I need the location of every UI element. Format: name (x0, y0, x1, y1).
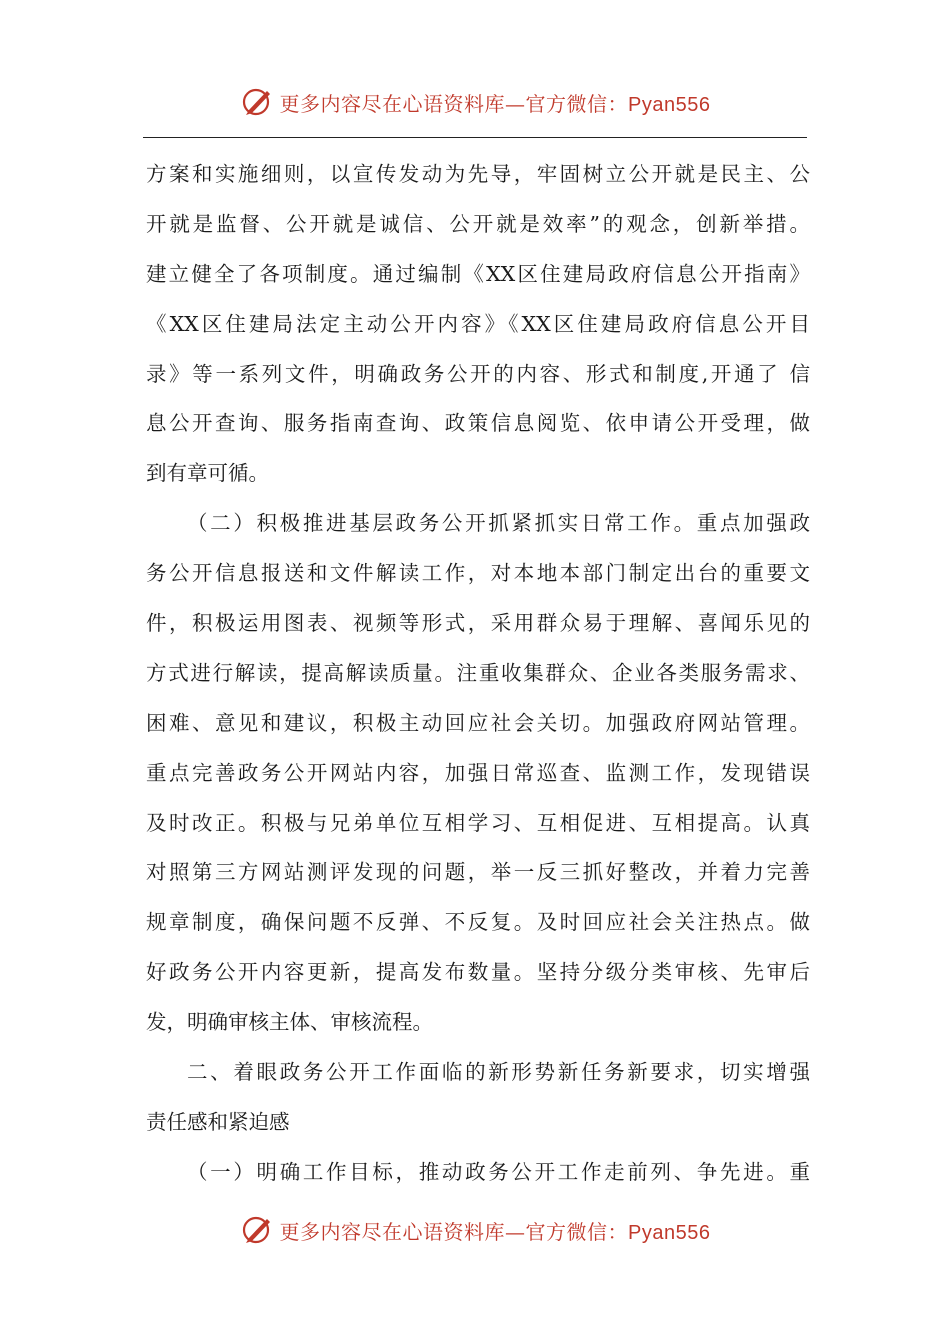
banner-wechat-id: Pyan556 (628, 93, 711, 116)
body-line: 责任感和紧迫感 (146, 1109, 290, 1134)
body-line: 录》等一系列文件，明确政务公开的内容、形式和制度,开通了 信 (146, 361, 810, 386)
body-line: 规章制度，确保问题不反弹、不反复。及时回应社会关注热点。做 (146, 910, 810, 935)
body-line: 方案和实施细则，以宣传发动为先导，牢固树立公开就是民主、公 (146, 162, 810, 186)
body-line: 对照第三方网站测评发现的问题，举一反三抓好整改，并着力完善 (146, 860, 810, 885)
body-line: 重点完善政务公开网站内容，加强日常巡查、监测工作，发现错误 (146, 760, 810, 785)
banner-title: 更多内容尽在心语资料库—官方微信： (279, 91, 629, 116)
header-banner (0, 80, 950, 124)
body-line: 及时改正。积极与兄弟单位互相学习、互相促进、互相提高。认真 (146, 810, 810, 835)
pen-circle-logo-icon (240, 1213, 274, 1247)
body-line: 方式进行解读，提高解读质量。注重收集群众、企业各类服务需求、 (146, 660, 810, 685)
body-line: 建立健全了各项制度。通过编制《XX区住建局政府信息公开指南》 (146, 261, 810, 286)
body-line: 《XX区住建局法定主动公开内容》《XX区住建局政府信息公开目 (146, 311, 810, 336)
section-heading-line: 二、着眼政务公开工作面临的新形势新任务新要求，切实增强 (187, 1060, 810, 1085)
banner-wechat-id: Pyan556 (628, 1221, 711, 1244)
body-line: 发，明确审核主体、审核流程。 (146, 1010, 433, 1035)
body-line: 开就是监督、公开就是诚信、公开就是效率”的观念，创新举措。 (146, 211, 810, 236)
banner-title: 更多内容尽在心语资料库—官方微信： (279, 1219, 629, 1244)
section-heading-line: （二）积极推进基层政务公开抓紧抓实日常工作。重点加强政 (187, 511, 810, 536)
footer-banner (0, 1208, 950, 1252)
body-line: 件，积极运用图表、视频等形式，采用群众易于理解、喜闻乐见的 (146, 611, 810, 636)
body-line: 困难、意见和建议，积极主动回应社会关切。加强政府网站管理。 (146, 710, 810, 735)
section-heading-line: （一）明确工作目标，推动政务公开工作走前列、争先进。重 (187, 1159, 810, 1184)
pen-circle-logo-icon (240, 85, 274, 119)
banner-text (280, 1216, 711, 1245)
body-line: 好政务公开内容更新，提高发布数量。坚持分级分类审核、先审后 (146, 960, 810, 985)
banner-text (280, 88, 711, 117)
body-line: 务公开信息报送和文件解读工作，对本地本部门制定出台的重要文 (146, 561, 810, 586)
body-line: 到有章可循。 (146, 461, 269, 486)
header-rule (143, 137, 807, 138)
document-body (146, 150, 810, 1198)
body-line: 息公开查询、服务指南查询、政策信息阅览、依申请公开受理，做 (146, 411, 810, 436)
